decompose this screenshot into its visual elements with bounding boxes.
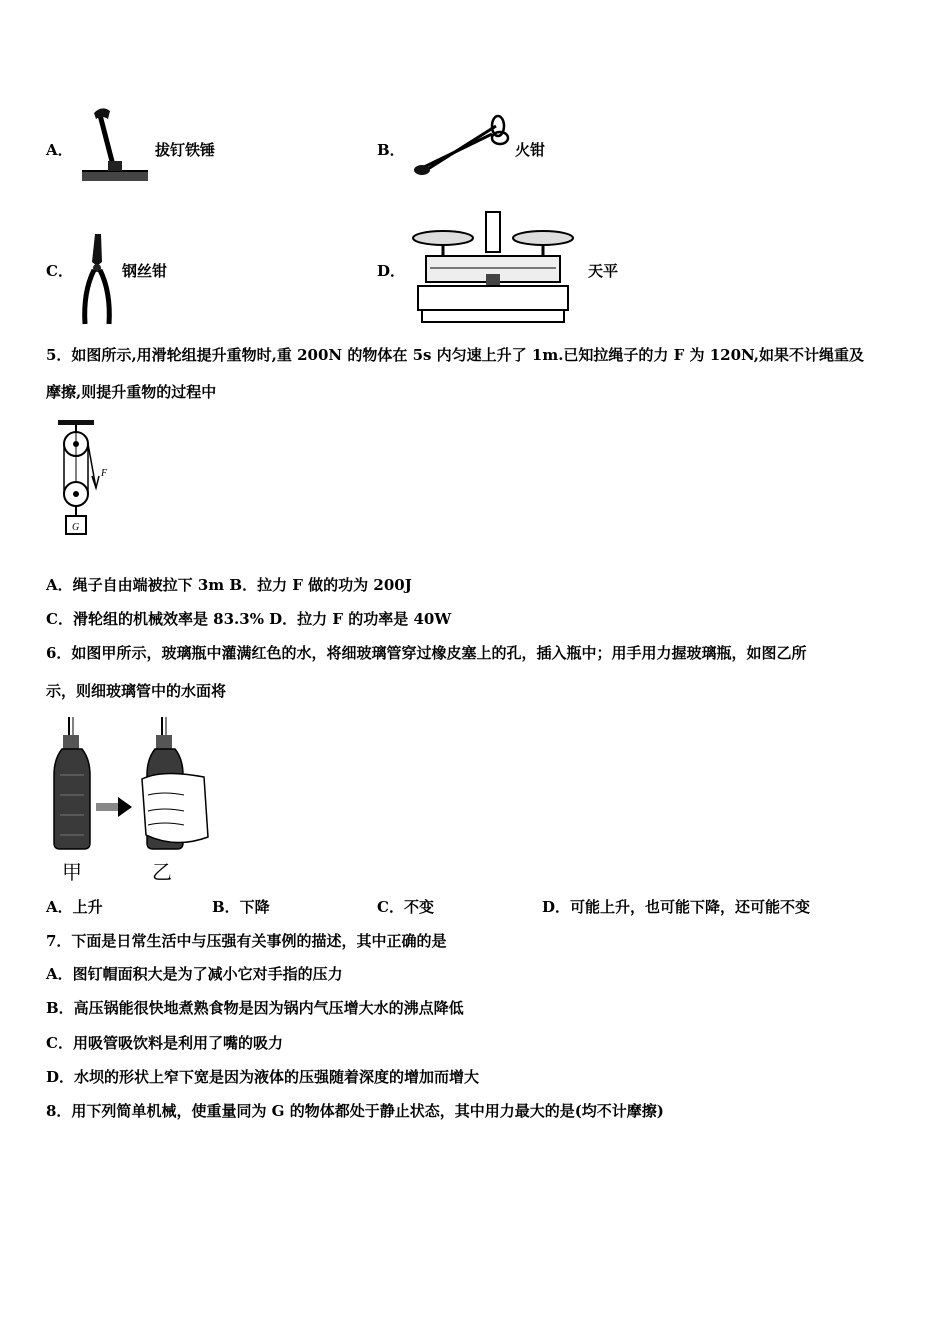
- q7-stem: 7．下面是日常生活中与压强有关事例的描述，其中正确的是: [46, 932, 447, 950]
- force-label: F: [101, 468, 108, 479]
- q6-option-d: D．可能上升，也可能下降，还可能不变: [542, 898, 811, 916]
- q7-option-d: D．水坝的形状上窄下宽是因为液体的压强随着深度的增加而增大: [46, 1068, 480, 1086]
- pliers-figure: [75, 232, 120, 328]
- glass-bottle-figure: [44, 715, 224, 885]
- option-letter: C．: [46, 262, 73, 280]
- q7-option-a: A．图钉帽面积大是为了减小它对手指的压力: [46, 965, 343, 983]
- q8-stem: 8．用下列简单机械，使重量同为 G 的物体都处于静止状态，其中用力最大的是(均不计摩擦): [46, 1102, 664, 1120]
- pulley-system-figure: [50, 418, 120, 538]
- option-label: 火钳: [515, 141, 546, 159]
- q5-stem-line2: 摩擦,则提升重物的过程中: [46, 383, 217, 401]
- q5-stem-line1: 5．如图所示,用滑轮组提升重物时,重 200N 的物体在 5s 内匀速上升了 1m.已知拉绳子的力 F 为 120N,如果不计绳重及: [46, 346, 865, 364]
- option-label: 钢丝钳: [122, 262, 168, 280]
- q6-option-a: A．上升: [46, 898, 103, 916]
- balance-scale-figure: [408, 210, 578, 328]
- figure-label-left: 甲: [62, 860, 82, 884]
- q5-options-line1: A．绳子自由端被拉下 3m B．拉力 F 做的功为 200J: [46, 576, 412, 594]
- option-letter: A．: [46, 141, 73, 159]
- q7-option-b: B．高压锅能很快地煮熟食物是因为锅内气压增大水的沸点降低: [46, 999, 464, 1017]
- q6-option-b: B．下降: [212, 898, 270, 916]
- claw-hammer-figure: [80, 105, 150, 185]
- q5-options-line2: C．滑轮组的机械效率是 83.3% D．拉力 F 的功率是 40W: [46, 610, 452, 628]
- option-label: 天平: [588, 262, 619, 280]
- q6-stem-line2: 示，则细玻璃管中的水面将: [46, 682, 227, 700]
- q6-stem-line1: 6．如图甲所示，玻璃瓶中灌满红色的水，将细玻璃管穿过橡皮塞上的孔，插入瓶中；用手用力握玻璃瓶，如图乙所: [46, 644, 807, 662]
- option-label: 拔钉铁锤: [155, 141, 216, 159]
- q6-option-c: C．不变: [377, 898, 434, 916]
- option-letter: D．: [377, 262, 406, 280]
- figure-label-right: 乙: [152, 860, 172, 884]
- weight-label: G: [72, 522, 80, 533]
- fire-tongs-figure: [408, 112, 513, 182]
- option-letter: B．: [377, 141, 405, 159]
- q7-option-c: C．用吸管吸饮料是利用了嘴的吸力: [46, 1034, 283, 1052]
